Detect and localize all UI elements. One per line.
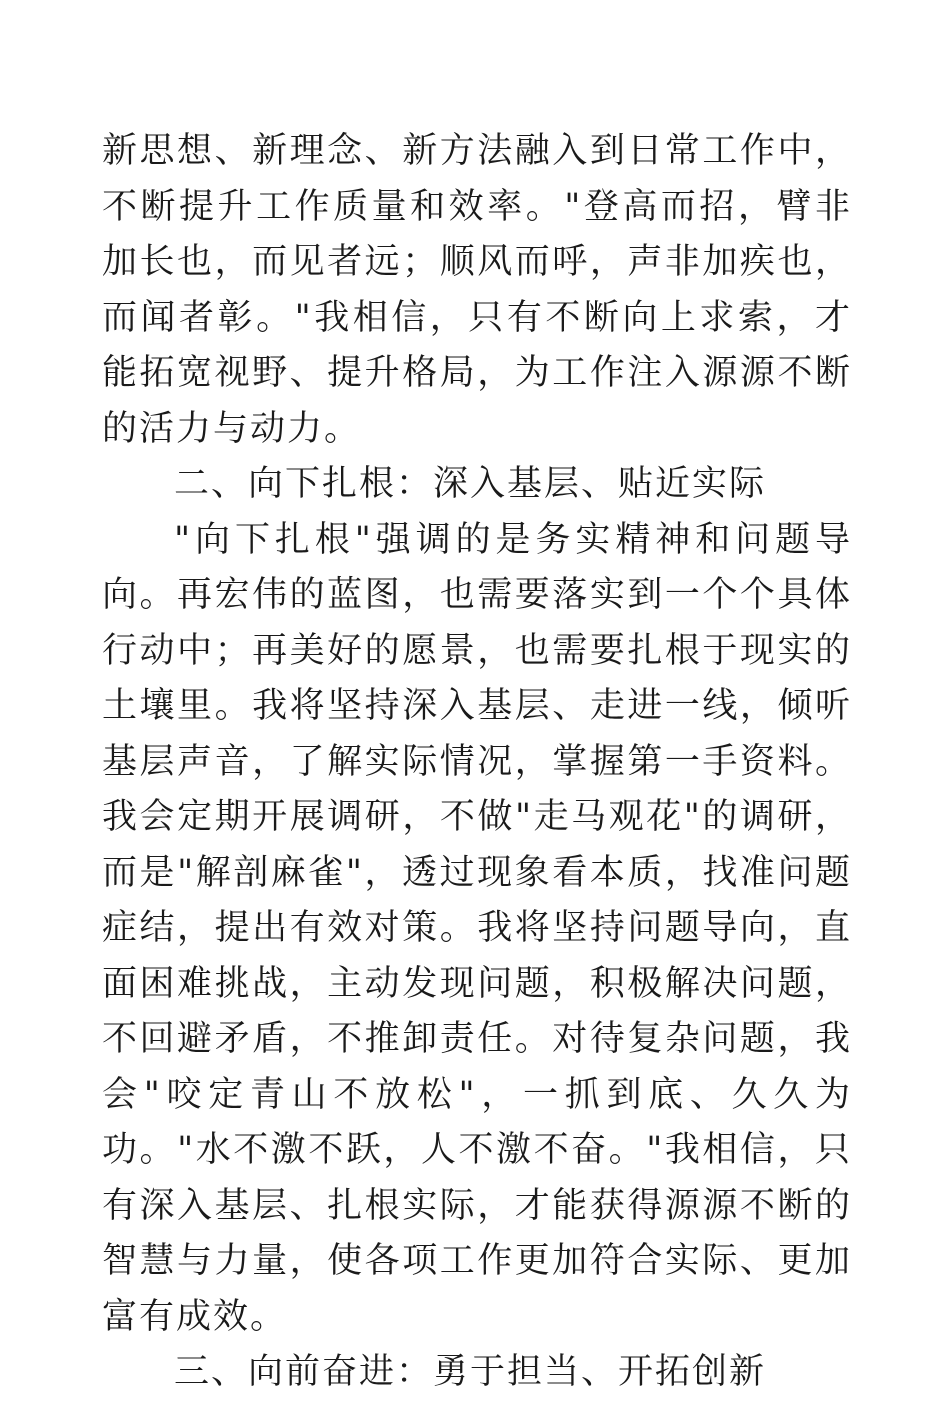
section-heading-3: 三、向前奋进：勇于担当、开拓创新	[174, 1352, 767, 1392]
paragraph-upward-conclusion: 新思想、新理念、新方法融入到日常工作中，不断提升工作质量和效率。"登高而招，臂非加长也，而见者远；顺风而呼，声非加疾也，而闻者彰。"我相信，只有不断向上求索，才能拓宽视野、提升格局，为工作注入源源不断的活力与动力。	[102, 131, 852, 449]
section-heading-2: 二、向下扎根：深入基层、贴近实际	[174, 464, 767, 504]
document-body	[102, 124, 852, 1401]
paragraph-root-downward: "向下扎根"强调的是务实精神和问题导向。再宏伟的蓝图，也需要落实到一个个具体行动中；再美好的愿景，也需要扎根于现实的土壤里。我将坚持深入基层、走进一线，倾听基层声音，了解实际情况，掌握第一手资料。我会定期开展调研，不做"走马观花"的调研，而是"解剖麻雀"，透过现象看本质，找准问题症结，提出有效对策。我将坚持问题导向，直面困难挑战，主动发现问题，积极解决问题，不回避矛盾，不推卸责任。对待复杂问题，我会"咬定青山不放松"，一抓到底、久久为功。"水不激不跃，人不激不奋。"我相信，只有深入基层、扎根实际，才能获得源源不断的智慧与力量，使各项工作更加符合实际、更加富有成效。	[102, 519, 852, 1337]
